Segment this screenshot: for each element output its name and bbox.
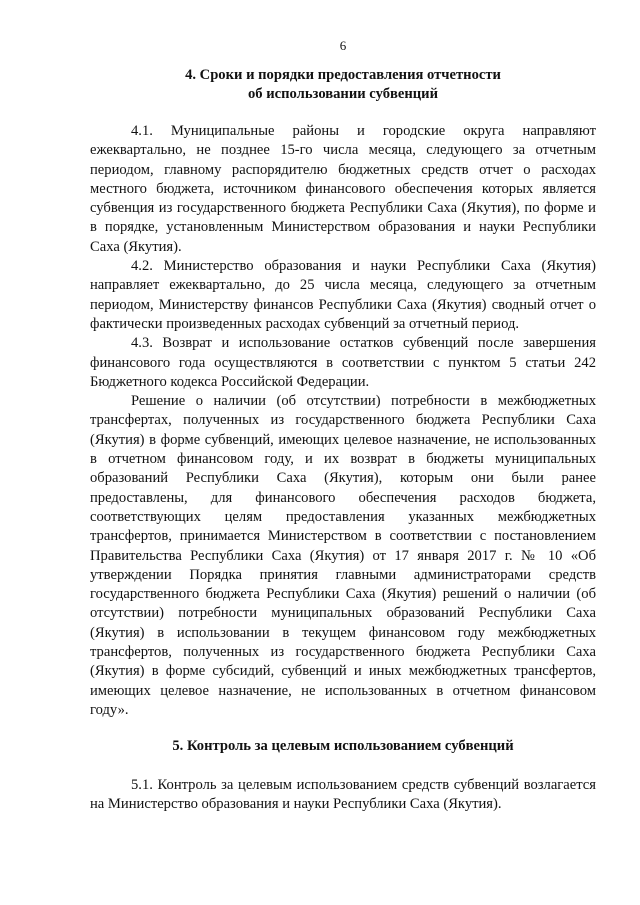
section-5-title [90, 737, 596, 756]
paragraph-4-2: 4.2. Министерство образования и науки Республики Саха (Якутия) направляет ежеквартально, до 25 числа месяца, следующего за отчетным периодом, Министерству финансов Республики Саха (Якутия) сводный отчет о фактически произведенных расходах субвенций за отчетный период. [90, 258, 596, 332]
section-4-title-line-2: об использовании субвенций [248, 86, 438, 102]
section-5-body [90, 776, 596, 815]
page-number: 6 [339, 38, 347, 53]
section-4-title-line-1: 4. Сроки и порядки предоставления отчетности [185, 67, 501, 83]
section-5-title-line-1: 5. Контроль за целевым использованием субвенций [172, 738, 514, 754]
paragraph-4-1: 4.1. Муниципальные районы и городские округа направляют ежеквартально, не позднее 15-го числа месяца, следующего за отчетным периодом, главному распорядителю бюджетных средств отчет о расходах местного бюджета, источником финансового обеспечения которых является субвенция из государственного бюджета Республики Саха (Якутия), по форме и в порядке, установленным Министерством образования и науки Республики Саха (Якутия). [90, 123, 596, 255]
section-4-body [90, 122, 596, 720]
paragraph-5-1: 5.1. Контроль за целевым использованием средств субвенций возлагается на Министерство образования и науки Республики Саха (Якутия). [90, 777, 596, 813]
paragraph-4-3-decision: Решение о наличии (об отсутствии) потребности в межбюджетных трансфертах, полученных из государственного бюджета Республики Саха (Якутия) в форме субвенций, имеющих целевое назначение, не использованных в отчетном финансовом году, и их возврат в бюджеты муниципальных образований Республики Саха (Якутия), которым они были ранее предоставлены, для финансового обеспечения расходов бюджета, соответствующих целям предоставления указанных межбюджетных трансфертов, принимается Министерством в соответствии с постановлением Правительства Республики Саха (Якутия) от 17 января 2017 г. № 10 «Об утверждении Порядка принятия главными администраторами средств государственного бюджета Республики Саха (Якутия) решений о наличии (об отсутствии) потребности муниципальных образований Республики Саха (Якутия) в использовании в текущем финансовом году межбюджетных трансфертов, полученных из государственного бюджета Республики Саха (Якутия) в форме субсидий, субвенций и иных межбюджетных трансфертов, имеющих целевое назначение, не использованных в отчетном финансовом году». [90, 393, 596, 718]
section-4-title [90, 66, 596, 104]
paragraph-4-3: 4.3. Возврат и использование остатков субвенций после завершения финансового года осуществляются в соответствии с пунктом 5 статьи 242 Бюджетного кодекса Российской Федерации. [90, 335, 596, 390]
